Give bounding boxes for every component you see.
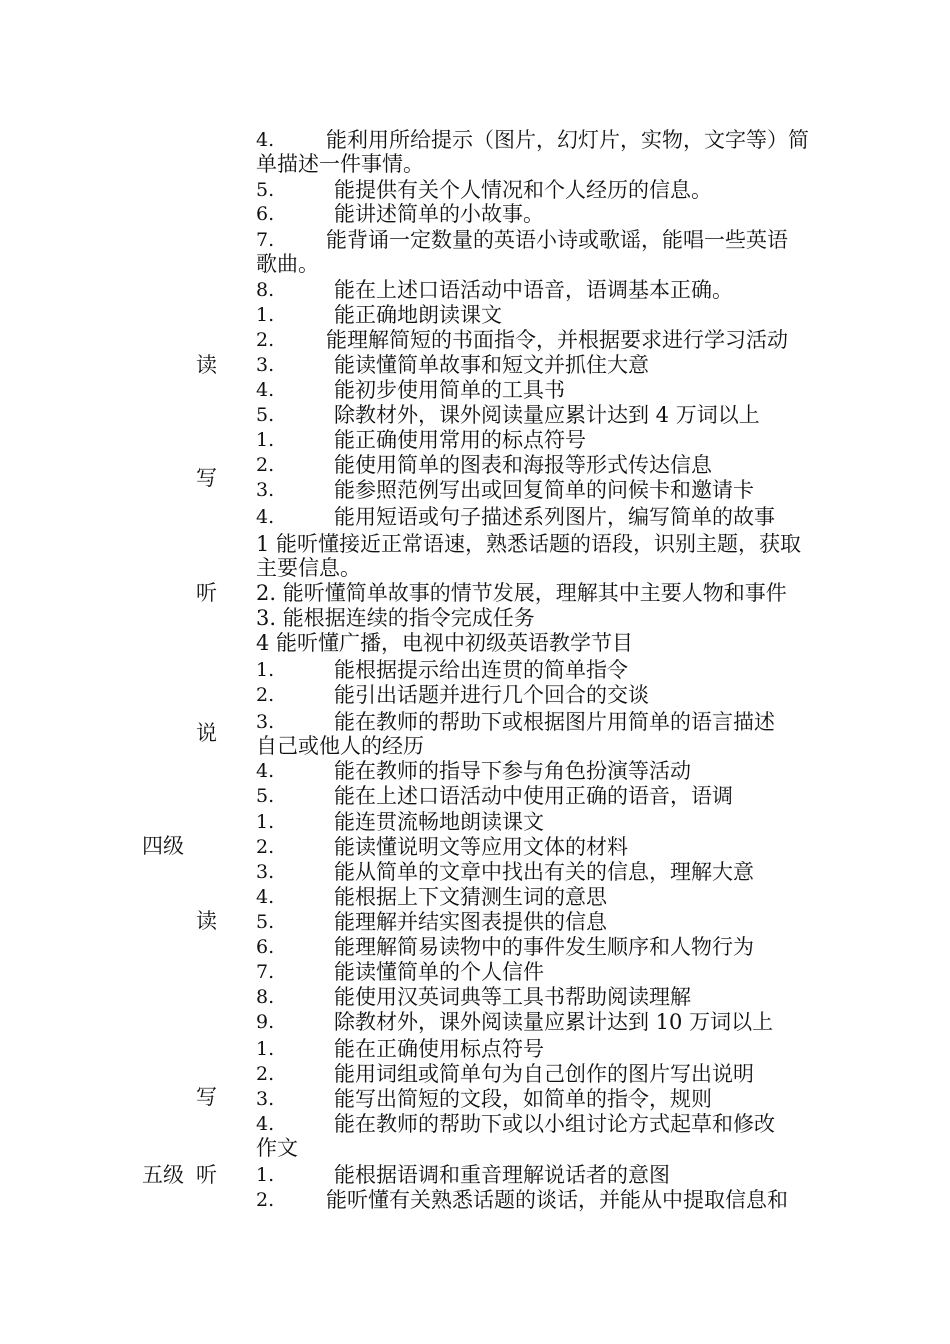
list-item-number: 8. bbox=[256, 279, 275, 301]
list-item-number: 7. bbox=[256, 961, 275, 983]
list-item-text: 能讲述简单的小故事。 bbox=[334, 202, 544, 226]
list-item-number: 2. bbox=[256, 684, 275, 706]
list-item-number: 3. bbox=[256, 711, 275, 733]
list-item-number: 4. bbox=[256, 886, 275, 908]
skill-label-speak: 说 bbox=[196, 721, 217, 745]
list-item-number: 1. bbox=[256, 304, 275, 326]
list-item-number: 1. bbox=[256, 659, 275, 681]
skill-label-listen-2: 听 bbox=[196, 1163, 217, 1187]
list-item-text: 自己或他人的经历 bbox=[256, 734, 424, 758]
skill-label-read: 读 bbox=[196, 353, 217, 377]
list-item-number: 5. bbox=[256, 785, 275, 807]
list-item-number: 5. bbox=[256, 179, 275, 201]
list-item-text: 2. 能听懂简单故事的情节发展，理解其中主要人物和事件 bbox=[256, 581, 787, 605]
list-item-number: 2. bbox=[256, 1063, 275, 1085]
list-item-number: 4. bbox=[256, 506, 275, 528]
list-item-number: 1. bbox=[256, 429, 275, 451]
list-item-number: 4. bbox=[256, 129, 275, 151]
list-item-text: 能读懂简单的个人信件 bbox=[334, 960, 544, 984]
list-item-number: 8. bbox=[256, 986, 275, 1008]
list-item-text: 能理解并结实图表提供的信息 bbox=[334, 910, 607, 934]
list-item-number: 6. bbox=[256, 203, 275, 225]
list-item-text: 能写出简短的文段，如简单的指令，规则 bbox=[334, 1087, 712, 1111]
list-item-text: 能在上述口语活动中使用正确的语音，语调 bbox=[334, 784, 733, 808]
list-item-text: 除教材外，课外阅读量应累计达到 4 万词以上 bbox=[334, 403, 760, 427]
list-item-number: 3. bbox=[256, 354, 275, 376]
list-item-number: 4. bbox=[256, 1113, 275, 1135]
list-item-text: 能在教师的帮助下或以小组讨论方式起草和修改 bbox=[334, 1112, 775, 1136]
list-item-text: 能提供有关个人情况和个人经历的信息。 bbox=[334, 178, 712, 202]
list-item-number: 2. bbox=[256, 1189, 275, 1211]
list-item-number: 2. bbox=[256, 454, 275, 476]
skill-label-listen: 听 bbox=[196, 581, 217, 605]
list-item-text: 能在正确使用标点符号 bbox=[334, 1037, 544, 1061]
list-item-text: 歌曲。 bbox=[256, 252, 319, 276]
list-item-text: 能引出话题并进行几个回合的交谈 bbox=[334, 683, 649, 707]
list-item-text: 作文 bbox=[256, 1136, 298, 1160]
list-item-text: 能正确地朗读课文 bbox=[334, 303, 502, 327]
list-item-number: 6. bbox=[256, 936, 275, 958]
list-item-number: 3. bbox=[256, 861, 275, 883]
skill-label-write-2: 写 bbox=[196, 1085, 217, 1109]
list-item-text: 除教材外，课外阅读量应累计达到 10 万词以上 bbox=[334, 1010, 774, 1034]
list-item-text: 能理解简短的书面指令，并根据要求进行学习活动 bbox=[326, 328, 788, 352]
list-item-text: 能在教师的指导下参与角色扮演等活动 bbox=[334, 759, 691, 783]
skill-label-write: 写 bbox=[196, 466, 217, 490]
list-item-number: 5. bbox=[256, 404, 275, 426]
list-item-text: 能根据上下文猜测生词的意思 bbox=[334, 885, 607, 909]
list-item-text: 主要信息。 bbox=[256, 556, 361, 580]
list-item-text: 能利用所给提示（图片，幻灯片，实物，文字等）简 bbox=[326, 128, 809, 152]
list-item-text: 4 能听懂广播，电视中初级英语教学节目 bbox=[256, 631, 634, 655]
list-item-number: 3. bbox=[256, 1088, 275, 1110]
list-item-number: 4. bbox=[256, 760, 275, 782]
list-item-text: 能参照范例写出或回复简单的问候卡和邀请卡 bbox=[334, 478, 754, 502]
list-item-number: 1. bbox=[256, 811, 275, 833]
list-item-text: 能初步使用简单的工具书 bbox=[334, 378, 565, 402]
list-item-text: 能理解简易读物中的事件发生顺序和人物行为 bbox=[334, 935, 754, 959]
list-item-text: 能根据提示给出连贯的简单指令 bbox=[334, 658, 628, 682]
list-item-number: 2. bbox=[256, 329, 275, 351]
list-item-text: 单描述一件事情。 bbox=[256, 152, 424, 176]
list-item-number: 5. bbox=[256, 911, 275, 933]
list-item-text: 能用词组或简单句为自己创作的图片写出说明 bbox=[334, 1062, 754, 1086]
list-item-text: 能根据语调和重音理解说话者的意图 bbox=[334, 1163, 670, 1187]
list-item-text: 3. 能根据连续的指令完成任务 bbox=[256, 606, 535, 630]
list-item-text: 能正确使用常用的标点符号 bbox=[334, 428, 586, 452]
list-item-number: 4. bbox=[256, 379, 275, 401]
list-item-number: 2. bbox=[256, 836, 275, 858]
list-item-number: 1. bbox=[256, 1164, 275, 1186]
list-item-number: 3. bbox=[256, 479, 275, 501]
list-item-number: 1. bbox=[256, 1038, 275, 1060]
list-item-text: 能从简单的文章中找出有关的信息，理解大意 bbox=[334, 860, 754, 884]
list-item-text: 能用短语或句子描述系列图片，编写简单的故事 bbox=[334, 505, 775, 529]
list-item-text: 能背诵一定数量的英语小诗或歌谣，能唱一些英语 bbox=[326, 228, 788, 252]
list-item-text: 能使用汉英词典等工具书帮助阅读理解 bbox=[334, 985, 691, 1009]
list-item-text: 能读懂说明文等应用文体的材料 bbox=[334, 835, 628, 859]
list-item-number: 7. bbox=[256, 229, 275, 251]
list-item-text: 能连贯流畅地朗读课文 bbox=[334, 810, 544, 834]
skill-label-read-2: 读 bbox=[196, 909, 217, 933]
list-item-text: 能听懂有关熟悉话题的谈话，并能从中提取信息和 bbox=[326, 1188, 788, 1212]
list-item-text: 1 能听懂接近正常语速，熟悉话题的语段，识别主题，获取 bbox=[256, 532, 802, 556]
list-item-text: 能使用简单的图表和海报等形式传达信息 bbox=[334, 453, 712, 477]
list-item-text: 能读懂简单故事和短文并抓住大意 bbox=[334, 353, 649, 377]
list-item-number: 9. bbox=[256, 1011, 275, 1033]
list-item-text: 能在教师的帮助下或根据图片用简单的语言描述 bbox=[334, 710, 775, 734]
list-item-text: 能在上述口语活动中语音，语调基本正确。 bbox=[334, 278, 733, 302]
level-label-5: 五级 bbox=[142, 1163, 184, 1187]
level-label-4: 四级 bbox=[142, 834, 184, 858]
